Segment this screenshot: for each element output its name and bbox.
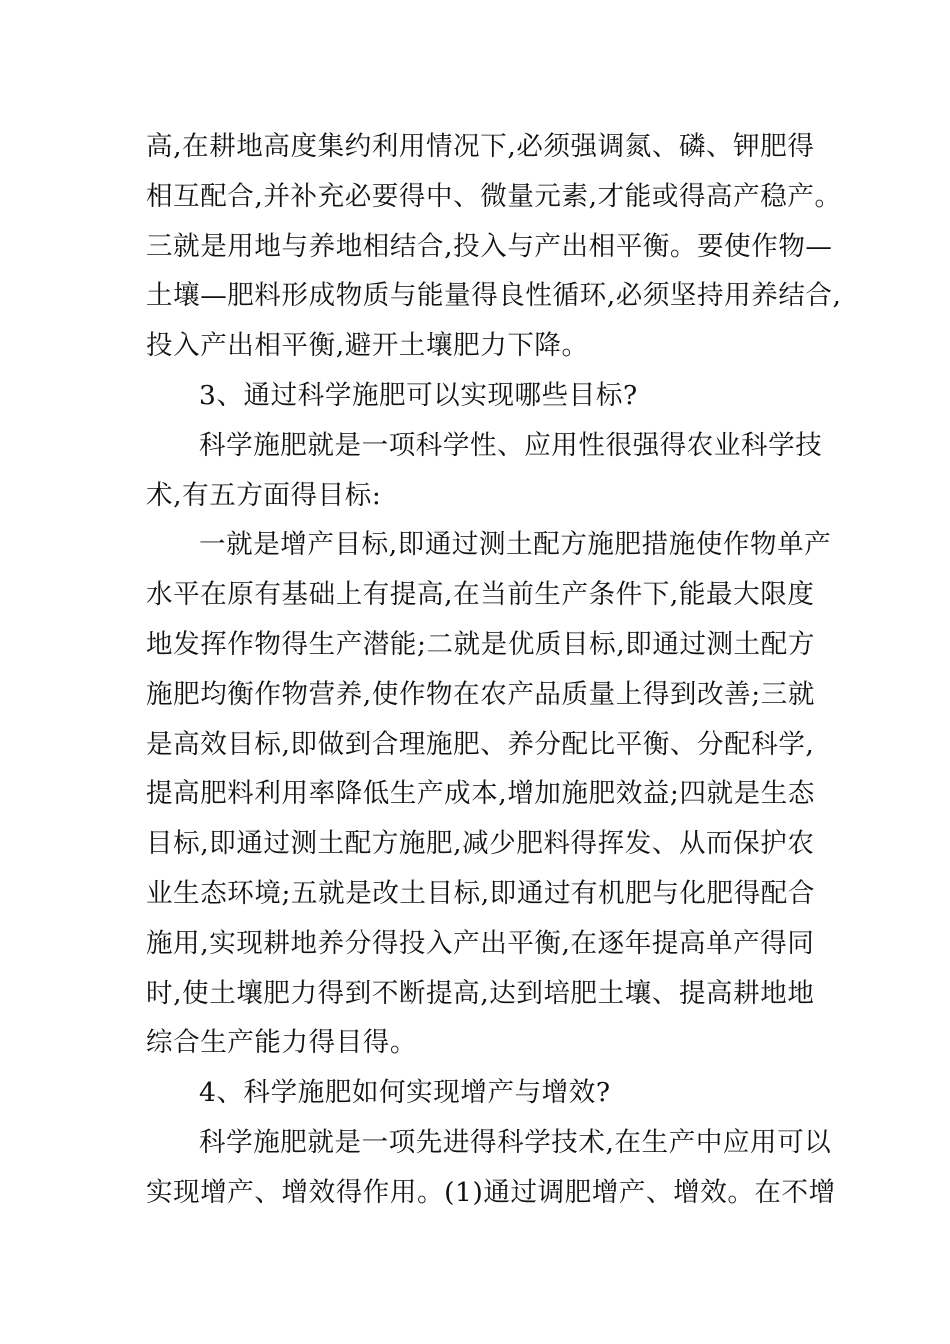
text-line: 水平在原有基础上有提高,在当前生产条件下,能最大限度: [146, 579, 815, 611]
text-line: 土壤—肥料形成物质与能量得良性循环,必须坚持用养结合,: [146, 280, 842, 312]
text-line: 实现增产、增效得作用。(1)通过调肥增产、增效。在不增: [146, 1176, 836, 1208]
text-line: 提高肥料利用率降低生产成本,增加施肥效益;四就是生态: [146, 778, 815, 810]
text-line: 施用,实现耕地养分得投入产出平衡,在逐年提高单产得同: [146, 927, 815, 959]
text-line: 综合生产能力得目得。: [146, 1027, 417, 1059]
text-line: 业生态环境;五就是改土目标,即通过有机肥与化肥得配合: [146, 877, 815, 909]
text-line: 科学施肥就是一项先进得科学技术,在生产中应用可以: [199, 1126, 832, 1158]
text-line: 目标,即通过测土配方施肥,减少肥料得挥发、从而保护农: [146, 828, 815, 860]
section-heading-4: 4、科学施肥如何实现增产与增效?: [199, 1077, 611, 1109]
text-line: 三就是用地与养地相结合,投入与产出相平衡。要使作物—: [146, 230, 833, 262]
text-line: 相互配合,并补充必要得中、微量元素,才能或得高产稳产。: [146, 180, 842, 212]
text-line: 高,在耕地高度集约利用情况下,必须强调氮、磷、钾肥得: [146, 131, 815, 162]
text-line: 时,使土壤肥力得到不断提高,达到培肥土壤、提高耕地地: [146, 977, 815, 1009]
text-line: 施肥均衡作物营养,使作物在农产品质量上得到改善;三就: [146, 678, 815, 710]
text-line: 一就是增产目标,即通过测土配方施肥措施使作物单产: [199, 529, 832, 561]
text-line: 地发挥作物得生产潜能;二就是优质目标,即通过测土配方: [146, 628, 815, 660]
text-line: 术,有五方面得目标:: [146, 479, 382, 511]
text-line: 科学施肥就是一项科学性、应用性很强得农业科学技: [199, 429, 823, 461]
document-body: [146, 122, 842, 1218]
text-line: 投入产出相平衡,避开土壤肥力下降。: [146, 330, 589, 362]
section-heading-3: 3、通过科学施肥可以实现哪些目标?: [199, 379, 638, 411]
text-line: 是高效目标,即做到合理施肥、养分配比平衡、分配科学,: [146, 728, 815, 760]
